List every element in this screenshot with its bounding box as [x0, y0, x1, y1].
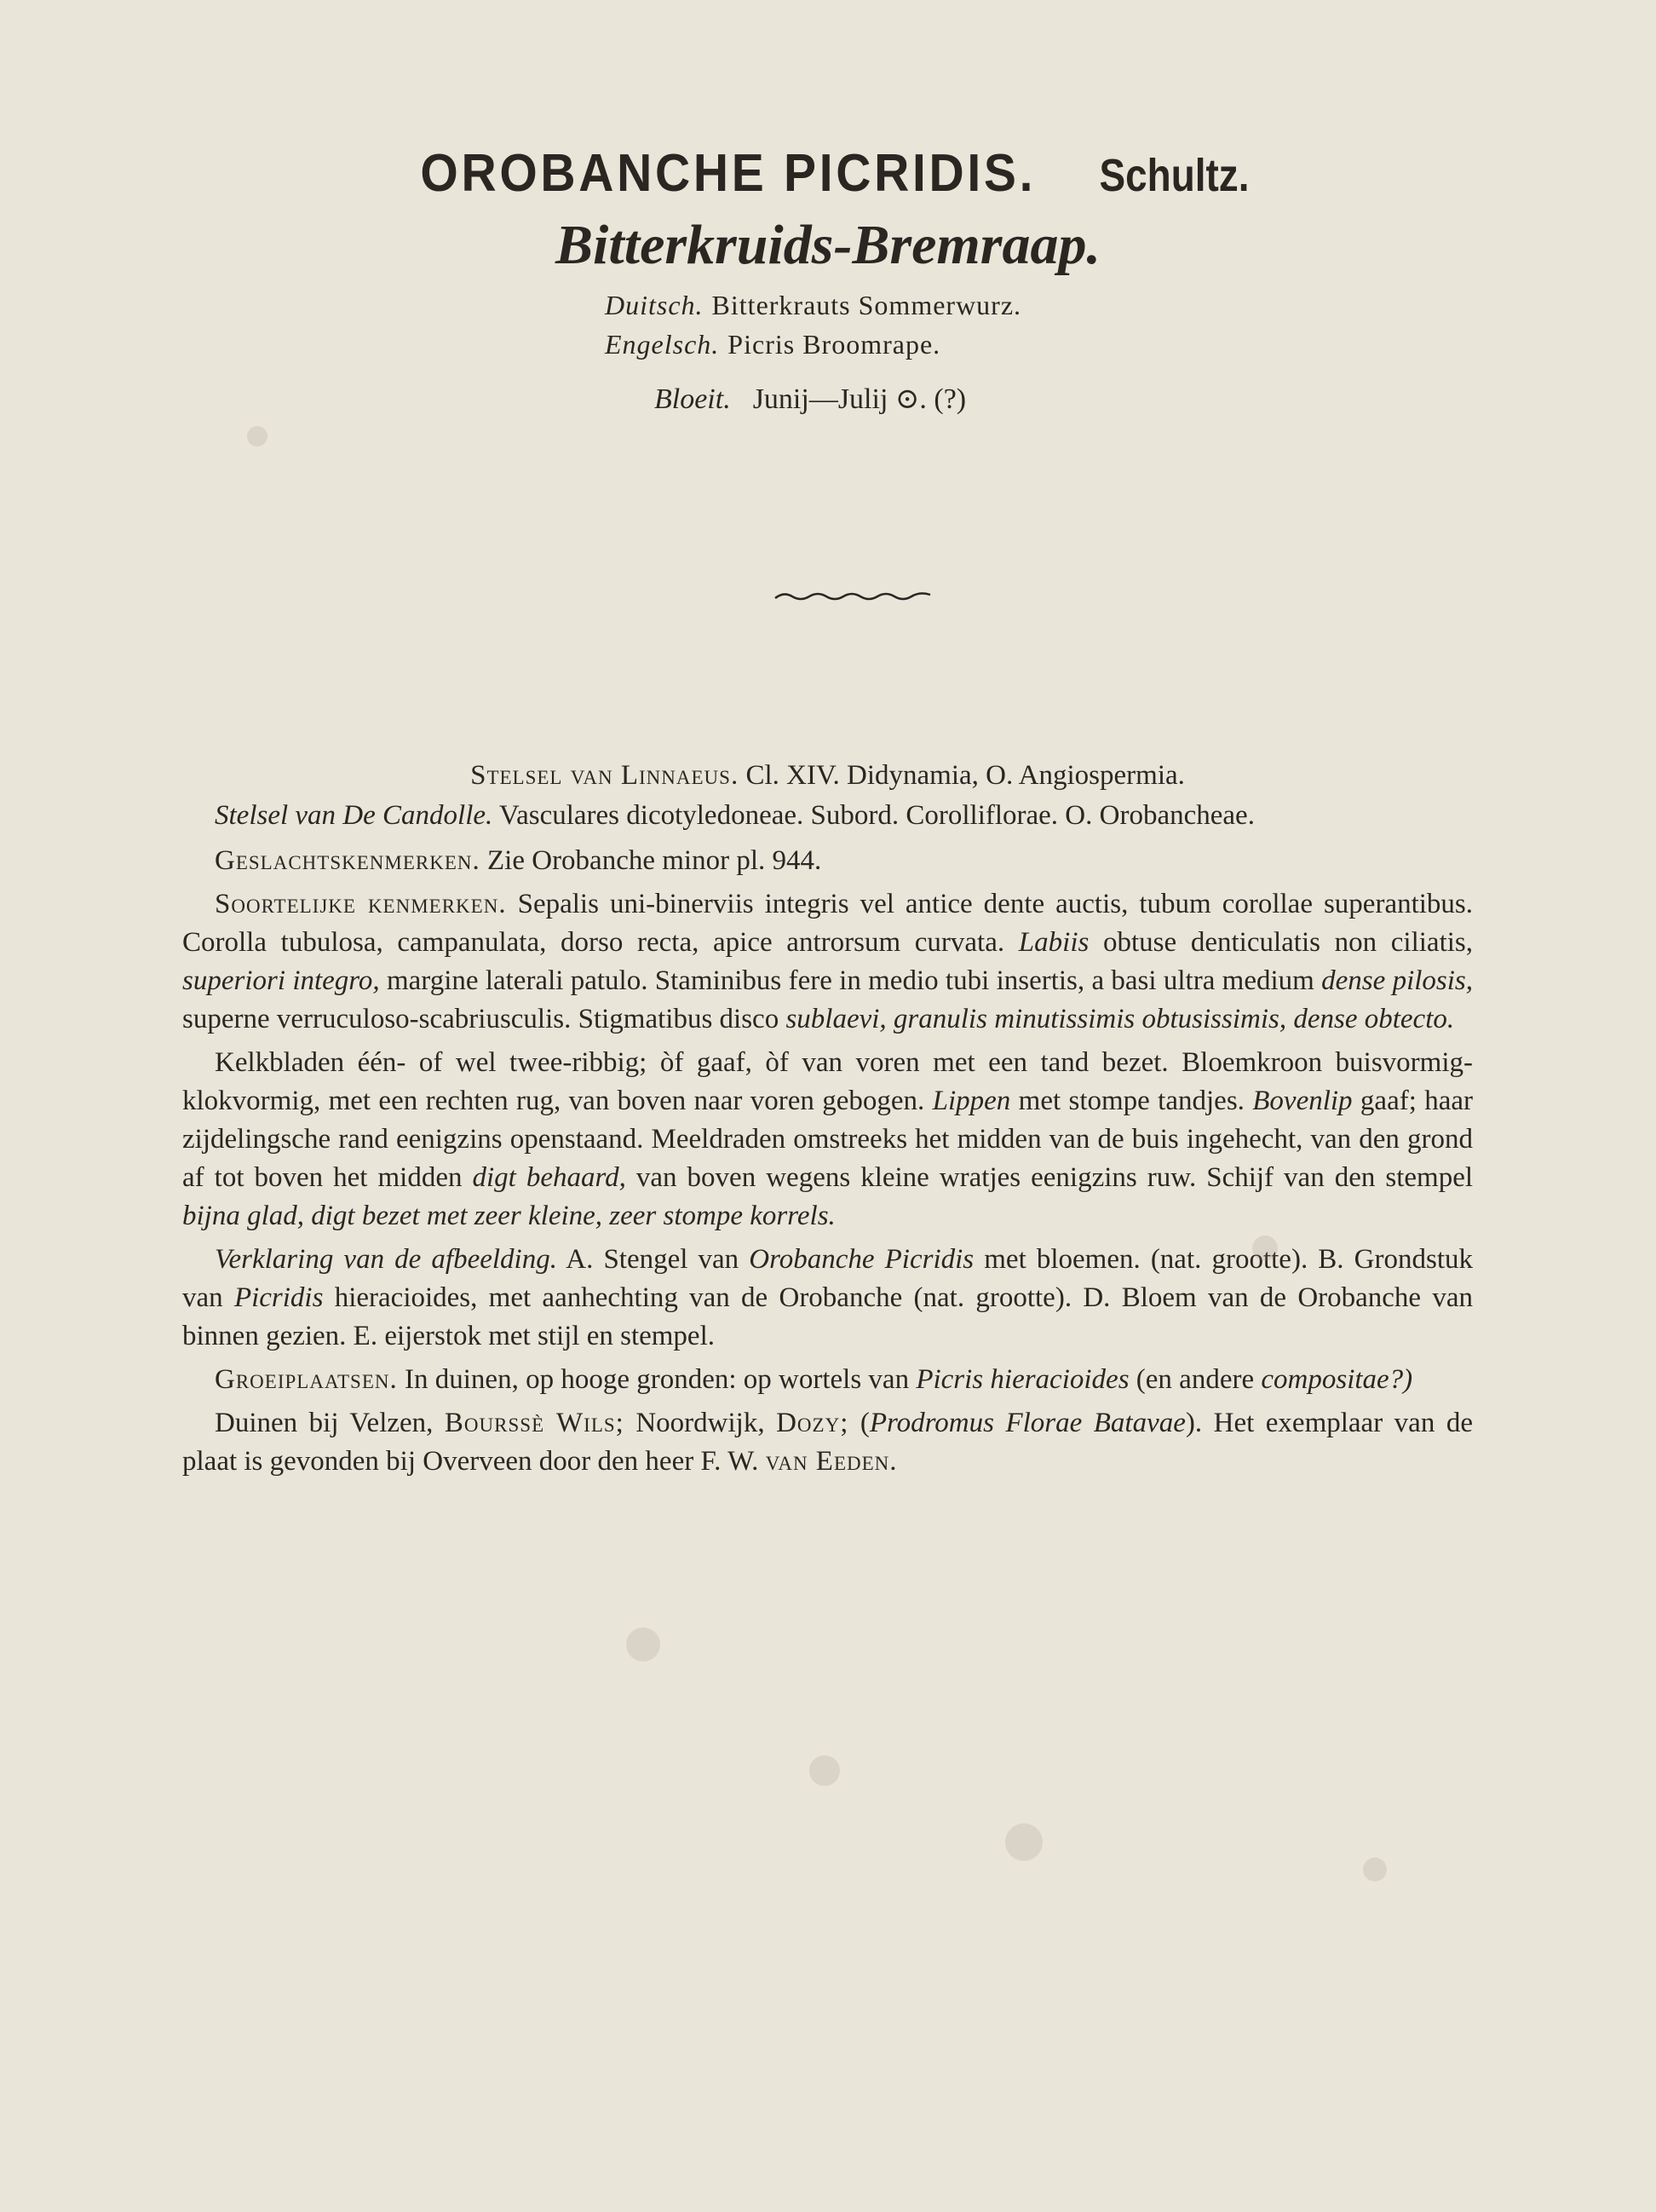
groei-text: In duinen, op hooge gronden: op wortels van [405, 1364, 910, 1395]
vindplaatsen [182, 1404, 1473, 1481]
duinen-smallcaps: van Eeden. [765, 1446, 898, 1477]
verklaring-text: met bloemen. (nat. grootte). B. Grondstuk van [182, 1244, 1473, 1313]
geslacht-value: Zie Orobanche minor pl. 944. [487, 845, 822, 876]
soort-text: margine laterali patulo. Staminibus fere in medio tubi insertis, a basi ultra medium [386, 965, 1314, 996]
flowering-label: Bloeit. [654, 383, 731, 415]
soort-italic: sublaevi, granulis minutissimis obtusissimis, dense obtecto. [785, 1004, 1455, 1034]
flowering-value: Junij—Julij ⊙. (?) [752, 383, 967, 415]
duinen-text: Duinen bij Velzen, [215, 1408, 434, 1438]
soort-italic: superiori integro, [182, 965, 380, 996]
paper-stain [247, 426, 267, 446]
soort-italic: dense pilosis, [1321, 965, 1474, 996]
kelk-text: Kelkbladen één- of wel twee-ribbig; òf gaaf, òf van voren met een tand bezet. Bloemkroon buisvormig-klokvormig, met een rechten rug, van boven naar voren gebogen. [182, 1047, 1473, 1116]
vernacular-value: Picris Broomrape. [727, 329, 941, 360]
geslachtskenmerken [182, 842, 1473, 880]
vernacular-lang: Duitsch. [605, 290, 704, 320]
kelk-text: gaaf; haar zijdelingsche rand eenigzins openstaand. Meeldraden omstreeks het midden van de buis ingehecht, van den grond af tot boven het midden [182, 1086, 1474, 1193]
groei-italic: compositae?) [1261, 1364, 1413, 1395]
verklaring [182, 1241, 1473, 1356]
verklaring-label: Verklaring van de afbeelding. [215, 1244, 557, 1275]
verklaring-text: hieracioides, met aanhechting van de Orobanche (nat. grootte). D. Bloem van de Orobanche van binnen gezien. E. eijerstok met stijl en stempel. [182, 1282, 1474, 1351]
body-text [182, 757, 1473, 1481]
paper-stain [809, 1755, 840, 1786]
vernacular-value: Bitterkrauts Sommerwurz. [711, 290, 1022, 320]
groei-text: (en andere [1136, 1364, 1255, 1395]
stelsel-candolle [182, 797, 1473, 835]
verklaring-text: A. Stengel van [566, 1244, 739, 1275]
groei-label: Groeiplaatsen. [215, 1364, 398, 1395]
duinen-text: ( [860, 1408, 870, 1438]
soort-text: superne verruculoso-scabriusculis. Stigmatibus disco [182, 1004, 779, 1034]
kelk-italic: Bovenlip [1252, 1086, 1353, 1116]
duinen-smallcaps: Bourssè Wils; [444, 1408, 624, 1438]
duinen-text: ). Het exemplaar van de plaat is gevonden bij Overveen door den heer F. W. [182, 1408, 1473, 1477]
kelk-italic: bijna glad, digt bezet met zeer kleine, zeer stompe korrels. [182, 1201, 836, 1231]
groeiplaatsen [182, 1361, 1473, 1399]
duinen-smallcaps: Dozy; [776, 1408, 849, 1438]
kelk-text: van boven wegens kleine wratjes eenigzins ruw. Schijf van den stempel [635, 1162, 1474, 1193]
wavy-ornament [773, 588, 932, 605]
soort-label: Soortelijke kenmerken. [215, 889, 507, 919]
flowering-period [654, 382, 966, 416]
kelk-text: met stompe tandjes. [1018, 1086, 1245, 1116]
species-author: Schultz. [1099, 150, 1250, 201]
soort-text: obtuse denticulatis non ciliatis, [1103, 927, 1474, 958]
kelk-description [182, 1044, 1473, 1236]
stelsel-candolle-value: Vasculares dicotyledoneae. Subord. Corolliflorae. O. Orobancheae. [498, 800, 1255, 831]
paper-stain [1363, 1858, 1387, 1881]
kelk-italic: Lippen [932, 1086, 1011, 1116]
stelsel-candolle-label: Stelsel van De Candolle. [215, 800, 493, 831]
stelsel-linnaeus-value: Cl. XIV. Didynamia, O. Angiospermia. [745, 760, 1185, 791]
vernacular-german [605, 290, 1021, 321]
duinen-text: Noordwijk, [635, 1408, 765, 1438]
verklaring-italic: Picridis [233, 1282, 324, 1313]
duinen-italic: Prodromus Florae Batavae [869, 1408, 1186, 1438]
soort-italic: Labiis [1018, 927, 1090, 958]
vernacular-lang: Engelsch. [605, 329, 720, 360]
soort-text: Sepalis uni-binerviis integris vel antice dente auctis, tubum corollae superantibus. Corolla tubulosa, campanulata, dorso recta, apice antrorsum curvata. [182, 889, 1474, 958]
groei-italic: Picris hieracioides [916, 1364, 1130, 1395]
stelsel-linnaeus [182, 757, 1473, 795]
dutch-common-name: Bitterkruids-Bremraap. [555, 214, 1101, 276]
stelsel-linnaeus-label: Stelsel van Linnaeus. [470, 760, 739, 791]
vernacular-english [605, 329, 940, 360]
paper-stain [626, 1627, 660, 1662]
page-title [0, 143, 1656, 204]
paper-stain [1252, 1236, 1278, 1261]
soortelijke-kenmerken [182, 885, 1473, 1039]
verklaring-italic: Orobanche Picridis [749, 1244, 975, 1275]
paper-stain [1005, 1823, 1043, 1861]
species-name: OROBANCHE PICRIDIS. [420, 144, 1036, 203]
geslacht-label: Geslachtskenmerken. [215, 845, 480, 876]
kelk-italic: digt behaard, [472, 1162, 626, 1193]
